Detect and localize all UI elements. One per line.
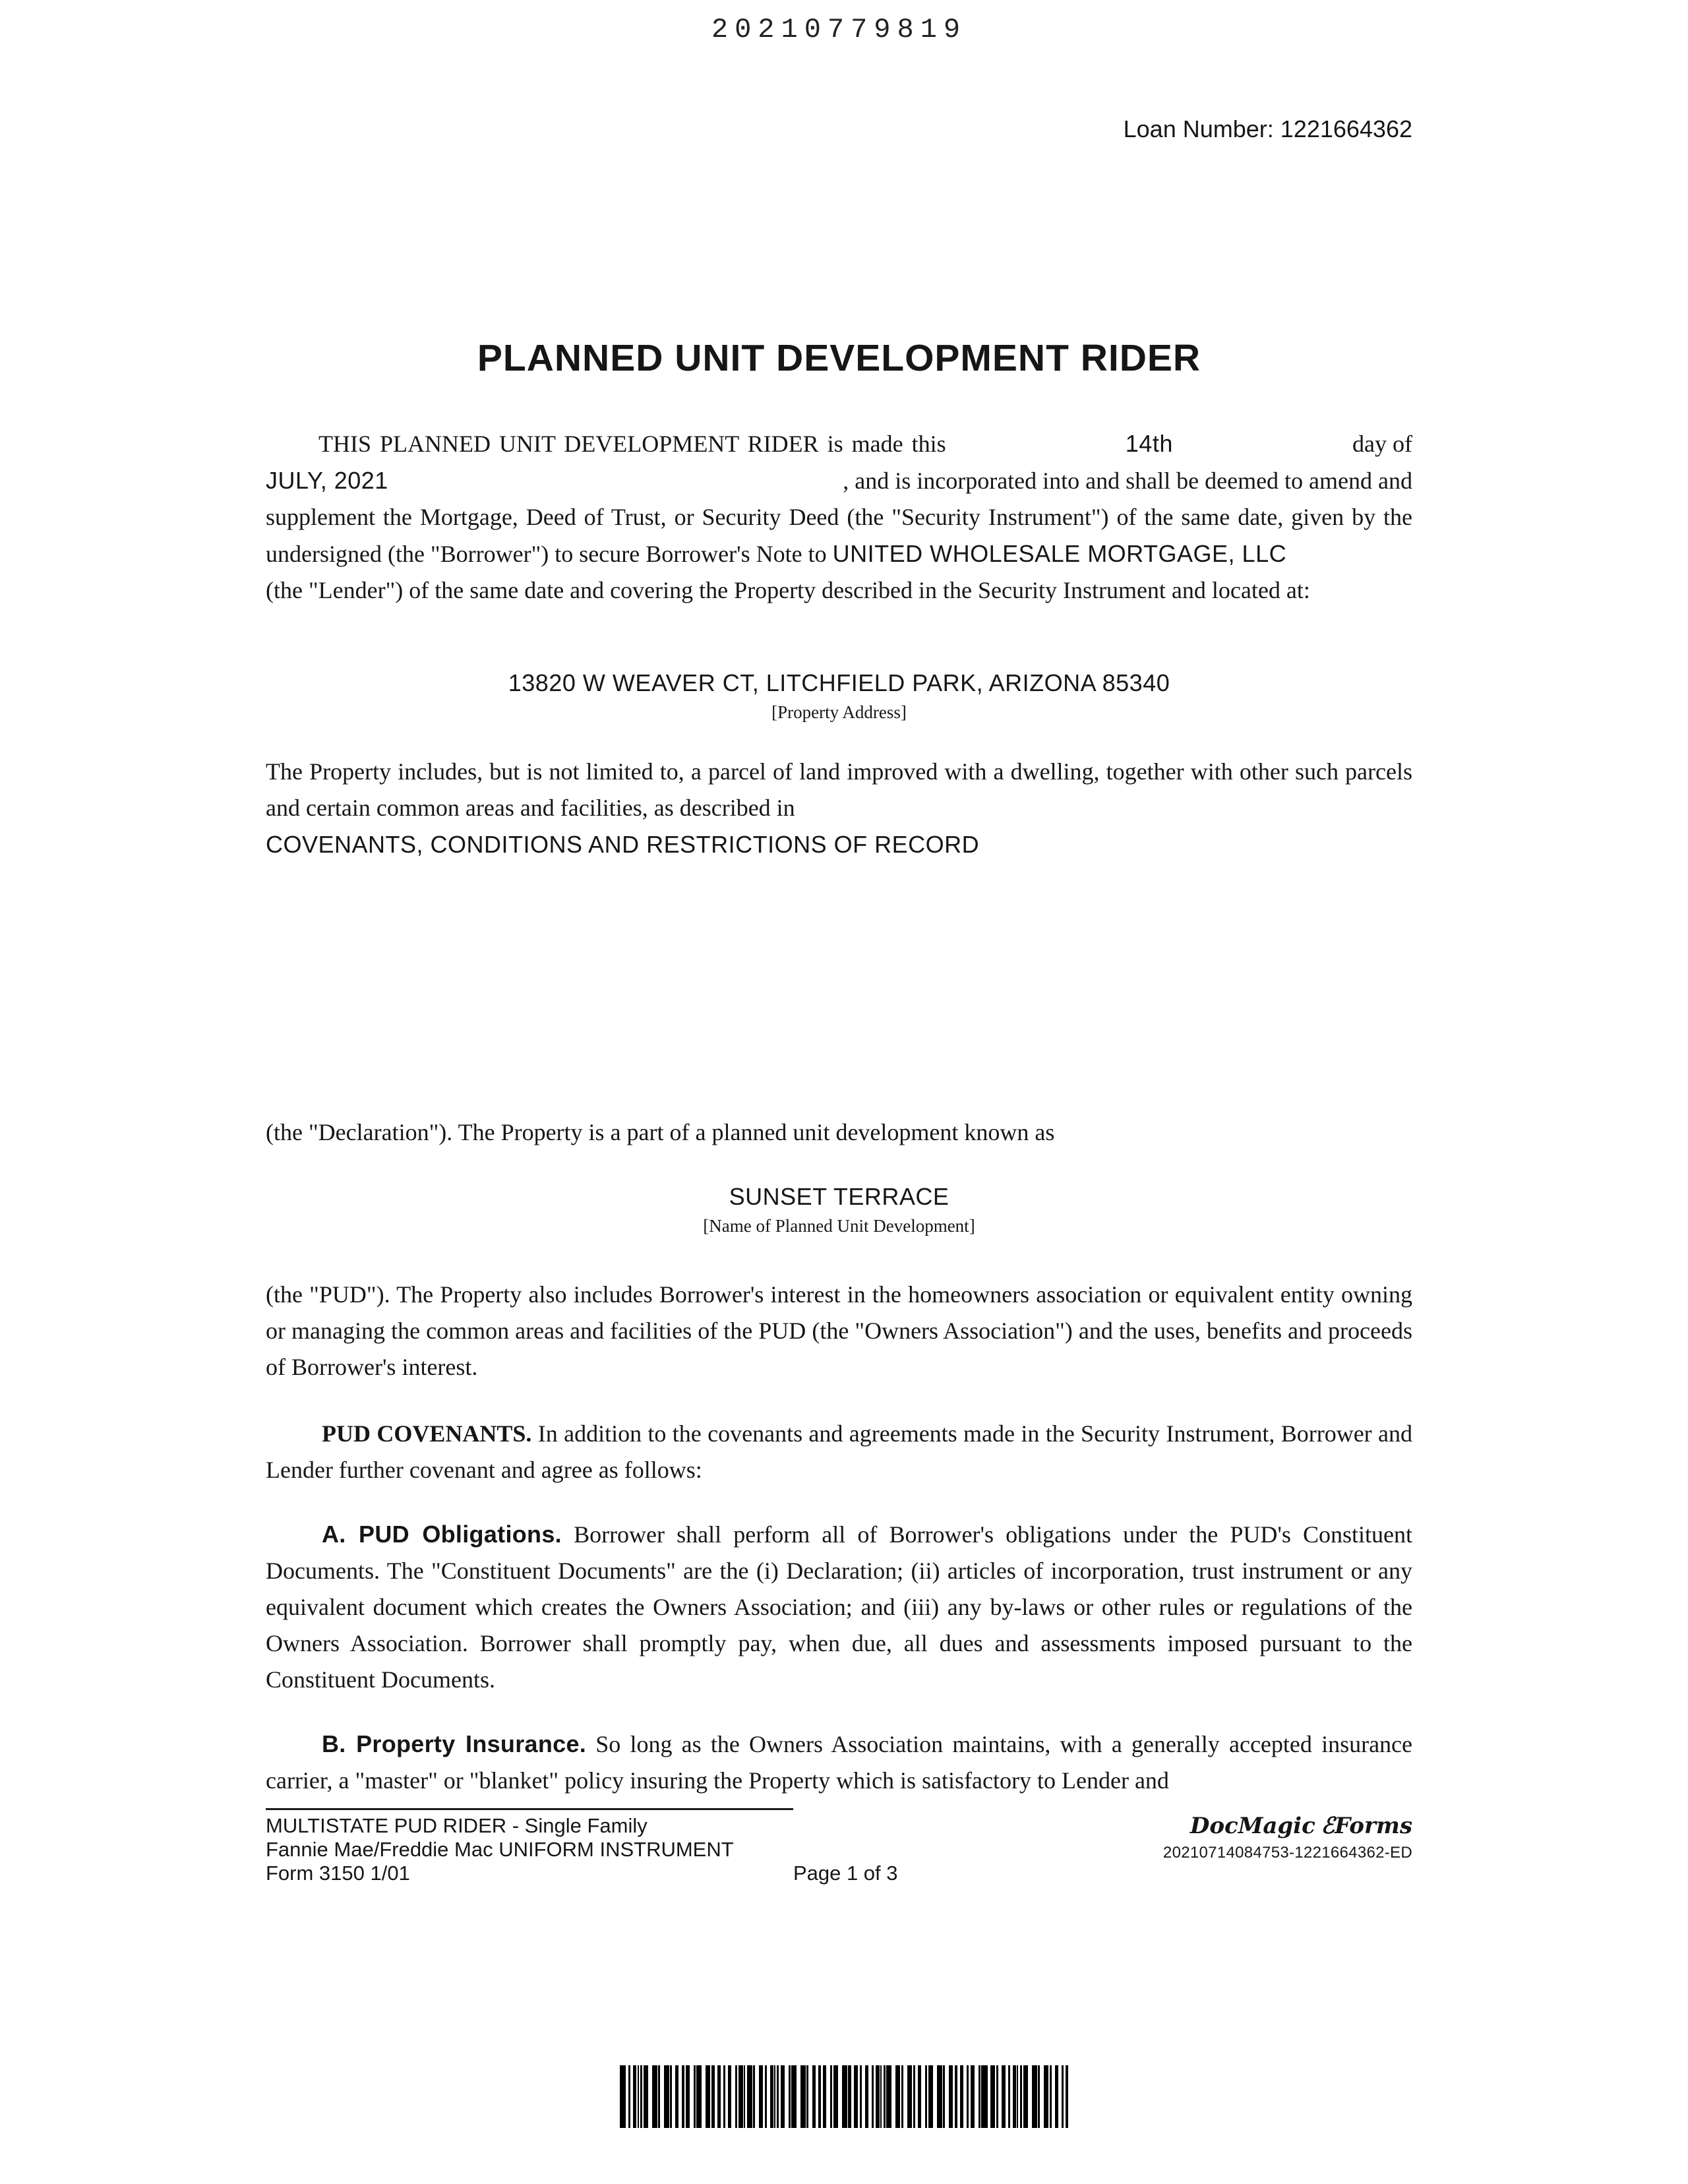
property-includes-block: [266, 754, 1412, 863]
declaration-text: (the "Declaration"). The Property is a part of a planned unit development known as: [266, 1119, 1055, 1145]
footer-divider: [266, 1808, 793, 1810]
date-value-field: JULY, 2021: [266, 467, 388, 494]
docmagic-brand-suffix: ℰForms: [1321, 1813, 1412, 1839]
document-id: 20210714084753-1221664362-ED: [1162, 1844, 1412, 1862]
section-b-paragraph: [266, 1726, 1412, 1799]
document-title: PLANNED UNIT DEVELOPMENT RIDER: [477, 337, 1201, 379]
intro-body-text: supplement the Mortgage, Deed of Trust, or Security Deed (the "Security Instrument") of the same date, given by the undersigned (the "Borrower") to secure Borrower's Note to: [266, 504, 1412, 567]
pud-covenants-heading: PUD COVENANTS.: [322, 1420, 532, 1447]
intro-made-this-text: THIS PLANNED UNIT DEVELOPMENT RIDER is made this: [318, 431, 946, 457]
recording-number: 20210779819: [711, 14, 967, 46]
ccr-field: COVENANTS, CONDITIONS AND RESTRICTIONS OF RECORD: [266, 831, 980, 858]
footer-form-line-1: MULTISTATE PUD RIDER - Single Family: [266, 1814, 648, 1837]
pud-name-block: [266, 1178, 1412, 1237]
section-a-paragraph: [266, 1516, 1412, 1698]
lender-line-text: (the "Lender") of the same date and covering the Property described in the Security Instrument and located at:: [266, 577, 1310, 603]
docmagic-brand-text: DocMagic: [1190, 1813, 1315, 1839]
property-address-block: [266, 665, 1412, 723]
pud-covenants-paragraph: [266, 1416, 1412, 1488]
pud-covenants-text: In addition to the covenants and agreements made in the Security Instrument, Borrower and Lender further covenant and agree as follows:: [266, 1420, 1412, 1483]
lender-name-field: UNITED WHOLESALE MORTGAGE, LLC: [832, 540, 1287, 567]
section-b-heading: B. Property Insurance.: [322, 1730, 587, 1757]
page-indicator: Page 1 of 3: [793, 1862, 898, 1885]
property-includes-text: The Property includes, but is not limited to, a parcel of land improved with a dwelling, together with other such parcels and certain common areas and facilities, as described in: [266, 758, 1412, 821]
day-value-field: 14th: [1125, 430, 1173, 457]
footer-form-line-2: Fannie Mae/Freddie Mac UNIFORM INSTRUMENT: [266, 1838, 734, 1861]
footer-brand-block: [1163, 1814, 1412, 1865]
intro-lender-line: [266, 572, 1412, 609]
footer-form-line-3: Form 3150 1/01: [266, 1862, 410, 1885]
intro-incorporated-text: , and is incorporated into and shall be deemed to amend and: [843, 468, 1412, 494]
footer: [266, 1808, 1412, 1885]
pud-name-label: [Name of Planned Unit Development]: [703, 1216, 975, 1236]
declaration-line: [266, 1114, 1412, 1151]
intro-line-1: [266, 425, 1412, 462]
intro-line-2: [266, 462, 1412, 499]
section-b-text: So long as the Owners Association maintains, with a generally accepted insurance carrier, a "master" or "blanket" policy insuring the Property which is satisfactory to Lender and: [266, 1731, 1413, 1794]
pud-paragraph: (the "PUD"). The Property also includes Borrower's interest in the homeowners association or equivalent entity owning or managing the common areas and facilities of the PUD (the "Owners Association") and the uses, benefits and proceeds of Borrower's interest.: [266, 1281, 1412, 1380]
section-a-text: Borrower shall perform all of Borrower's obligations under the PUD's Constituent Documents. The "Constituent Documents" are the (i) Declaration; (ii) articles of incorporation, trust instrument or any equivalent document which creates the Owners Association; and (iii) any by-laws or other rules or regulations of the Owners Association. Borrower shall promptly pay, when due, all dues and assessments imposed pursuant to the Constituent Documents.: [266, 1521, 1412, 1693]
docmagic-logo: [1163, 1814, 1412, 1838]
intro-body: [266, 499, 1412, 572]
intro-day-of-text: day of: [1352, 431, 1412, 457]
pud-name-field: SUNSET TERRACE: [729, 1183, 950, 1210]
property-address-field: 13820 W WEAVER CT, LITCHFIELD PARK, ARIZONA 85340: [508, 669, 1170, 696]
barcode: [620, 2065, 1068, 2128]
loan-number: Loan Number: 1221664362: [1123, 115, 1412, 142]
intro-paragraph: [266, 425, 1412, 609]
section-a-heading: A. PUD Obligations.: [322, 1521, 562, 1548]
footer-row: [266, 1814, 1412, 1885]
property-address-label: [Property Address]: [771, 702, 907, 722]
